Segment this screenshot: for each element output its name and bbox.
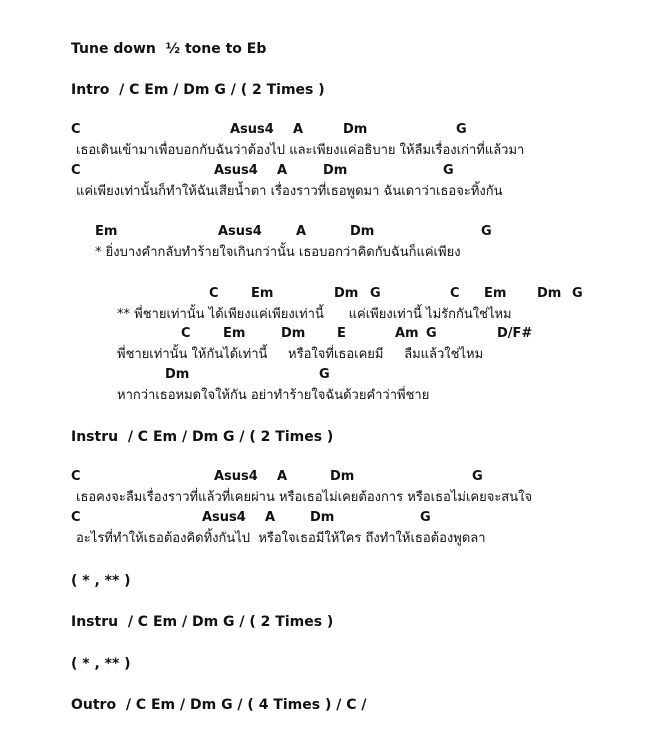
instru-line: Instru / C Em / Dm G / ( 2 Times ) [71,614,334,630]
instru-line: Instru / C Em / Dm G / ( 2 Times ) [71,429,334,445]
chord: A [265,510,276,525]
chord: Dm [350,224,375,239]
chord: A [277,469,288,484]
chord: Dm [310,510,335,525]
chord: G [456,122,467,137]
repeat-line: ( * , ** ) [71,573,131,589]
chord: G [319,367,330,382]
chord: G [370,286,381,301]
chord: C [209,286,219,301]
chord: C [71,469,81,484]
lyric-line: เธอคงจะลืมเรื่องราวที่แล้วที่เคยผ่าน หรือเธอไม่เคยต้องการ หรือเธอไม่เคยจะสนใจ [76,490,533,505]
lyric-line: หากว่าเธอหมดใจให้กัน อย่าทำร้ายใจฉันด้วยคำว่าพี่ชาย [117,388,430,403]
chord: Dm [323,163,348,178]
chord: G [443,163,454,178]
chord: Am [395,326,419,341]
lyric-line: อะไรที่ทำให้เธอต้องคิดทิ้งกันไป หรือใจเธอมีให้ใคร ถึงทำให้เธอต้องพูดลา [76,531,486,546]
chord: Dm [343,122,368,137]
chord: E [337,326,346,341]
lyric-line: พี่ชายเท่านั้น ให้กันได้เท่านี้ หรือใจที่เธอเคยมี ลืมแล้วใช่ไหม [117,347,484,362]
chord: Em [484,286,507,301]
chord: Em [95,224,118,239]
lyric-line: แค่เพียงเท่านั้นก็ทำให้ฉันเสียน้ำตา เรื่องราวที่เธอพูดมา ฉันเดาว่าเธอจะทิ้งกัน [76,184,503,199]
lyric-line: * ยิ่งบางคำกลับทำร้ายใจเกินกว่านั้น เธอบอกว่าคิดกับฉันก็แค่เพียง [95,245,461,260]
chord: Em [223,326,246,341]
chord: C [71,163,81,178]
chord: D/F# [497,326,533,341]
chord: Asus4 [202,510,246,525]
lyric-line: ** พี่ชายเท่านั้น ได้เพียงแค่เพียงเท่านี้ แค่เพียงเท่านี้ ไม่รักกันใช่ไหม [117,307,512,322]
chord: G [472,469,483,484]
chord: C [71,510,81,525]
chord: Dm [281,326,306,341]
chord: G [481,224,492,239]
chord: C [450,286,460,301]
chord: G [420,510,431,525]
outro-line: Outro / C Em / Dm G / ( 4 Times ) / C / [71,697,367,713]
chord: Asus4 [214,163,258,178]
repeat-line: ( * , ** ) [71,656,131,672]
chord: A [277,163,288,178]
lyric-line: เธอเดินเข้ามาเพื่อบอกกับฉันว่าต้องไป และเพียงแค่อธิบาย ให้ลืมเรื่องเก่าที่แล้วมา [76,143,525,158]
chord: Asus4 [218,224,262,239]
chord: Dm [165,367,190,382]
chord: Dm [334,286,359,301]
chord: G [426,326,437,341]
chord: Asus4 [230,122,274,137]
chord: A [296,224,307,239]
chord: A [293,122,304,137]
chord: Asus4 [214,469,258,484]
tuning-line: Tune down ½ tone to Eb [71,41,267,57]
intro-line: Intro / C Em / Dm G / ( 2 Times ) [71,82,325,98]
chord: Dm [537,286,562,301]
chord: Em [251,286,274,301]
chord: Dm [330,469,355,484]
chord: C [181,326,191,341]
chord: G [572,286,583,301]
chord: C [71,122,81,137]
